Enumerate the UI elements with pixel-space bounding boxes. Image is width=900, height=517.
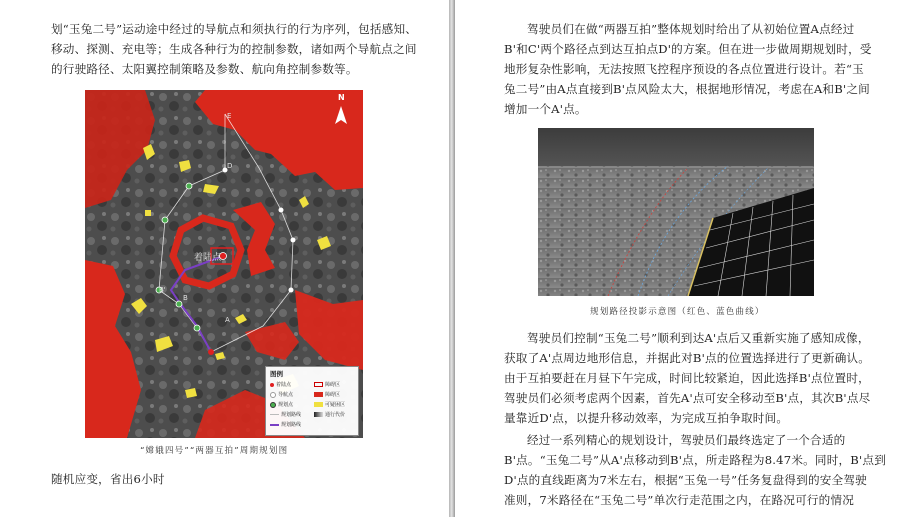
- gradient-swatch-icon: [314, 412, 323, 417]
- text-line: 驾驶员们必须考虑两个因素，首先A'点可安全移动至B'点，其次B'点尽: [504, 391, 871, 405]
- legend-label: 障碍区: [325, 392, 341, 398]
- text-line: 的行驶路径、太阳翼控制策略及参数、航向角控制参数等。: [51, 62, 358, 76]
- text-line: 经过一系列精心的规划设计，驾驶员们最终选定了一个合适的: [527, 433, 846, 447]
- north-label: N: [338, 93, 345, 102]
- right-paragraph-3: [504, 430, 886, 510]
- right-figure-caption: 规划路径投影示意图（红色、蓝色曲线）: [590, 307, 765, 317]
- text-line: 驾驶员们在做“两器互拍”整体规划时给出了从初始位置A点经过: [527, 22, 855, 36]
- left-figure-caption: “嫦娥四号”“两器互拍”周期规划图: [140, 446, 289, 456]
- purple-line-icon: [270, 424, 279, 426]
- photo-image: [538, 128, 814, 296]
- text-line: 增加一个A'点。: [504, 102, 587, 116]
- legend-item: [270, 411, 301, 418]
- left-top-paragraph: [51, 19, 418, 79]
- green-dot-icon: [270, 402, 276, 408]
- legend-label: 规划路线: [281, 422, 302, 428]
- text-line: B'点。“玉兔二号”从A'点移动到B'点，所走路程为8.47米。同时，B'点到: [504, 453, 886, 467]
- legend-item: [314, 401, 345, 408]
- text-line: 兔二号”由A点直接到B'点风险太大，根据地形情况，考虑在A和B'之间: [504, 82, 870, 96]
- text-line: 移动、探测、充电等；生成各种行为的控制参数，诸如两个导航点之间: [51, 42, 417, 56]
- legend-item: [270, 381, 291, 388]
- legend-item: [270, 391, 293, 398]
- map-legend: [265, 366, 359, 436]
- red-swatch-icon: [314, 392, 323, 397]
- point-label-b: B: [183, 294, 188, 302]
- white-dot-icon: [270, 392, 276, 398]
- point-label-b-prime: B': [159, 286, 166, 294]
- legend-item: [314, 411, 345, 418]
- legend-item: [314, 381, 340, 388]
- outline-swatch-icon: [314, 382, 323, 387]
- text-line: 由于互拍要赶在月昼下午完成，时间比较紧迫，因此选择B'点位置时，: [504, 371, 870, 385]
- legend-label: 导航点: [278, 392, 294, 398]
- legend-label: 着陆点: [276, 382, 292, 388]
- text-line: 准则，7米路径在“玉兔二号”单次行走范围之内，在路况可行的情况: [504, 493, 855, 507]
- right-page: [455, 0, 900, 517]
- right-paragraph-2: [504, 328, 871, 428]
- legend-item: [314, 391, 340, 398]
- legend-label: 规划点: [278, 402, 294, 408]
- text-line: D'点的直线距离为7米左右，根据“玉兔一号”任务复盘得到的安全驾驶: [504, 473, 867, 487]
- left-page: [0, 0, 449, 517]
- planning-map-figure: [85, 90, 363, 438]
- legend-item: [270, 421, 301, 428]
- yellow-swatch-icon: [314, 402, 323, 407]
- text-line: B'和C'两个路径点到达互拍点D'的方案。但在进一步做周期规划时，受: [504, 42, 872, 56]
- point-label-a: A: [225, 316, 230, 324]
- legend-label: 障碍区: [325, 382, 341, 388]
- legend-label: 可疑困区: [325, 402, 346, 408]
- lunar-surface-photo: [538, 128, 814, 296]
- right-paragraph-1: [504, 19, 872, 119]
- text-line: 驾驶员们控制“玉兔二号”顺利到达A'点后又重新实施了感知成像，: [527, 331, 870, 345]
- point-label-e: E: [227, 112, 232, 120]
- section-heading: [51, 469, 351, 489]
- text-line: 获取了A'点周边地形信息，并据此对B'点的位置选择进行了更新确认。: [504, 351, 871, 365]
- text-line: 随机应变，省出6小时: [51, 472, 165, 486]
- legend-title: 图例: [270, 370, 283, 378]
- text-line: 地形复杂性影响，无法按照飞控程序预设的各点位置进行设计。若“玉: [504, 62, 864, 76]
- landing-site-label: 着陆点: [194, 253, 222, 263]
- text-line: 量靠近D'点，以提升移动效率，为完成互拍争取时间。: [504, 411, 789, 425]
- legend-item: [270, 401, 293, 408]
- text-line: 划“玉兔二号”运动途中经过的导航点和须执行的行为序列，包括感知、: [51, 22, 418, 36]
- red-dot-icon: [270, 383, 274, 387]
- legend-label: 规划路线: [281, 412, 302, 418]
- legend-label: 通行代价: [325, 412, 346, 418]
- point-label-d: D: [227, 162, 233, 170]
- line-icon: [270, 414, 279, 415]
